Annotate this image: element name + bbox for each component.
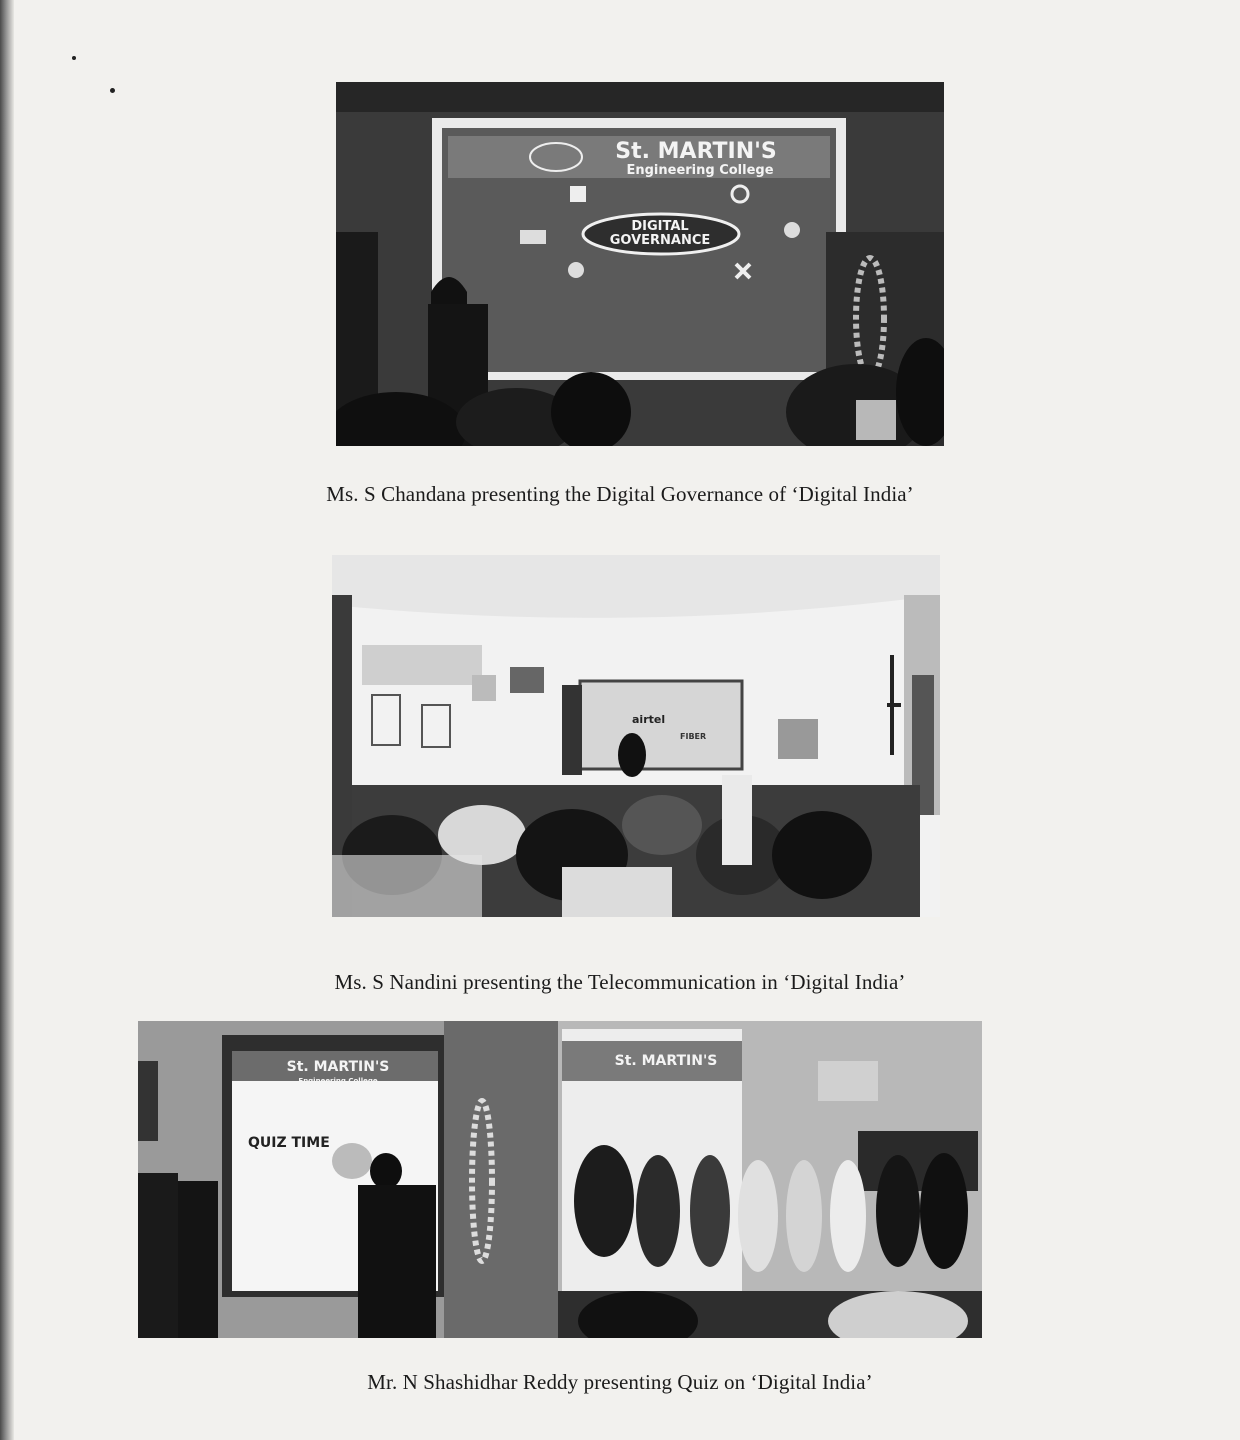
slide-college-subtitle: Engineering College <box>626 163 774 178</box>
slide-college-subtitle: Engineering College <box>298 1077 378 1085</box>
photo-caption: Mr. N Shashidhar Reddy presenting Quiz on ‘Digital India’ <box>367 1370 873 1394</box>
scan-speck <box>110 88 115 93</box>
slide-title-line1: DIGITAL <box>631 219 689 234</box>
lock-icon <box>570 186 586 202</box>
scan-speck <box>72 56 76 60</box>
slide-quiz-title: QUIZ TIME <box>248 1135 330 1151</box>
slide-college-name: St. MARTIN'S <box>286 1059 390 1075</box>
chart-icon <box>520 230 546 244</box>
slide-line: FIBER <box>680 732 707 741</box>
photo-caption: Ms. S Nandini presenting the Telecommunication in ‘Digital India’ <box>334 970 906 994</box>
slide-college-name-right: St. MARTIN'S <box>614 1053 718 1069</box>
photo-caption: Ms. S Chandana presenting the Digital Governance of ‘Digital India’ <box>326 482 914 506</box>
photo-quiz <box>138 1021 982 1338</box>
slide-brand: airtel <box>632 713 666 726</box>
bulb-icon <box>784 222 800 238</box>
slide-college-name: St. MARTIN'S <box>615 139 777 164</box>
photo-telecommunication <box>332 555 940 917</box>
slide-title-line2: GOVERNANCE <box>609 233 711 248</box>
scanned-page-edge <box>0 0 14 1440</box>
globe-icon <box>568 262 584 278</box>
photo-digital-governance <box>336 82 944 446</box>
